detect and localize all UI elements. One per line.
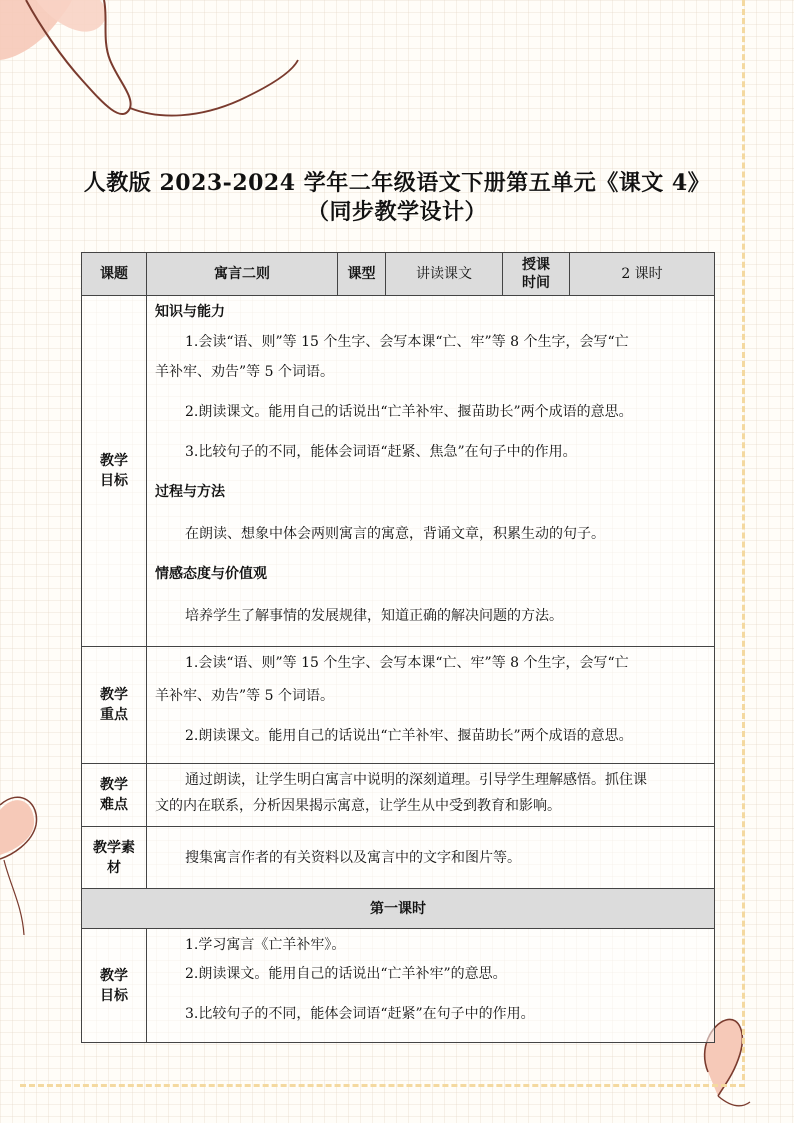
document-subtitle: （同步教学设计）	[306, 199, 487, 225]
subject-label: 课题	[82, 253, 147, 296]
difficulties-text-continued: 文的内在联系，分析因果揭示寓意，让学生从中受到教育和影响。	[155, 798, 561, 814]
objective-item: 3.比较句子的不同，能体会词语“赶紧、焦急”在句子中的作用。	[185, 444, 577, 460]
first-lesson-objectives-label: 教学 目标	[82, 929, 147, 1043]
materials-text: 搜集寓言作者的有关资料以及寓言中的文字和图片等。	[185, 849, 521, 866]
first-lesson-objectives-row	[82, 929, 715, 1043]
difficulties-row	[82, 764, 715, 827]
difficulties-content	[147, 764, 715, 827]
dashed-page-border-bottom	[20, 1084, 745, 1087]
key-points-content	[147, 647, 715, 764]
knowledge-ability-heading: 知识与能力	[155, 304, 225, 320]
dashed-page-border-right	[742, 0, 745, 1080]
lesson-plan-table	[81, 252, 715, 1043]
first-lesson-objectives-content	[147, 929, 715, 1043]
key-point-item: 1.会读“语、则”等 15 个生字、会写本课“亡、牢”等 8 个生字，会写“亡	[185, 655, 629, 671]
materials-row	[82, 827, 715, 889]
subject-value: 寓言二则	[147, 253, 338, 296]
lesson-type-label: 课型	[338, 253, 386, 296]
class-time-label: 授课 时间	[503, 253, 570, 296]
lesson-goal-item: 3.比较句子的不同，能体会词语“赶紧”在句子中的作用。	[185, 1006, 535, 1022]
emotion-values-heading: 情感态度与价值观	[155, 566, 267, 582]
lesson-goal-item: 1.学习寓言《亡羊补牢》。	[185, 937, 346, 953]
first-lesson-section-row	[82, 889, 715, 929]
objective-item: 1.会读“语、则”等 15 个生字、会写本课“亡、牢”等 8 个生字，会写“亡	[185, 334, 629, 350]
key-point-item-continued: 羊补牢、劝告”等 5 个词语。	[155, 688, 334, 704]
key-point-item: 2.朗读课文。能用自己的话说出“亡羊补牢、揠苗助长”两个成语的意思。	[185, 728, 633, 744]
objective-item: 2.朗读课文。能用自己的话说出“亡羊补牢、揠苗助长”两个成语的意思。	[185, 404, 633, 420]
materials-content	[147, 827, 715, 889]
emotion-values-text: 培养学生了解事情的发展规律，知道正确的解决问题的方法。	[185, 608, 563, 624]
table-header-row	[82, 253, 715, 296]
document-title: 人教版 2023-2024 学年二年级语文下册第五单元《课文 4》	[83, 170, 711, 196]
teaching-objectives-row	[82, 296, 715, 647]
process-method-heading: 过程与方法	[155, 484, 225, 500]
key-points-label: 教学 重点	[82, 647, 147, 764]
lesson-type-value: 讲读课文	[386, 253, 503, 296]
materials-label: 教学素 材	[82, 827, 147, 889]
teaching-objectives-label: 教学 目标	[82, 296, 147, 647]
objective-item-continued: 羊补牢、劝告”等 5 个词语。	[155, 364, 334, 380]
difficulties-label: 教学 难点	[82, 764, 147, 827]
flower-petal-decoration-left	[0, 785, 60, 945]
flower-petal-decoration-top-left	[0, 0, 310, 140]
class-time-value: 2 课时	[570, 253, 715, 296]
lesson-goal-item: 2.朗读课文。能用自己的话说出“亡羊补牢”的意思。	[185, 966, 507, 982]
first-lesson-heading: 第一课时	[82, 889, 715, 929]
key-points-row	[82, 647, 715, 764]
teaching-objectives-content	[147, 296, 715, 647]
difficulties-text: 通过朗读，让学生明白寓言中说明的深刻道理。引导学生理解感悟。抓住课	[185, 772, 647, 788]
process-method-text: 在朗读、想象中体会两则寓言的寓意，背诵文章，积累生动的句子。	[185, 526, 605, 542]
